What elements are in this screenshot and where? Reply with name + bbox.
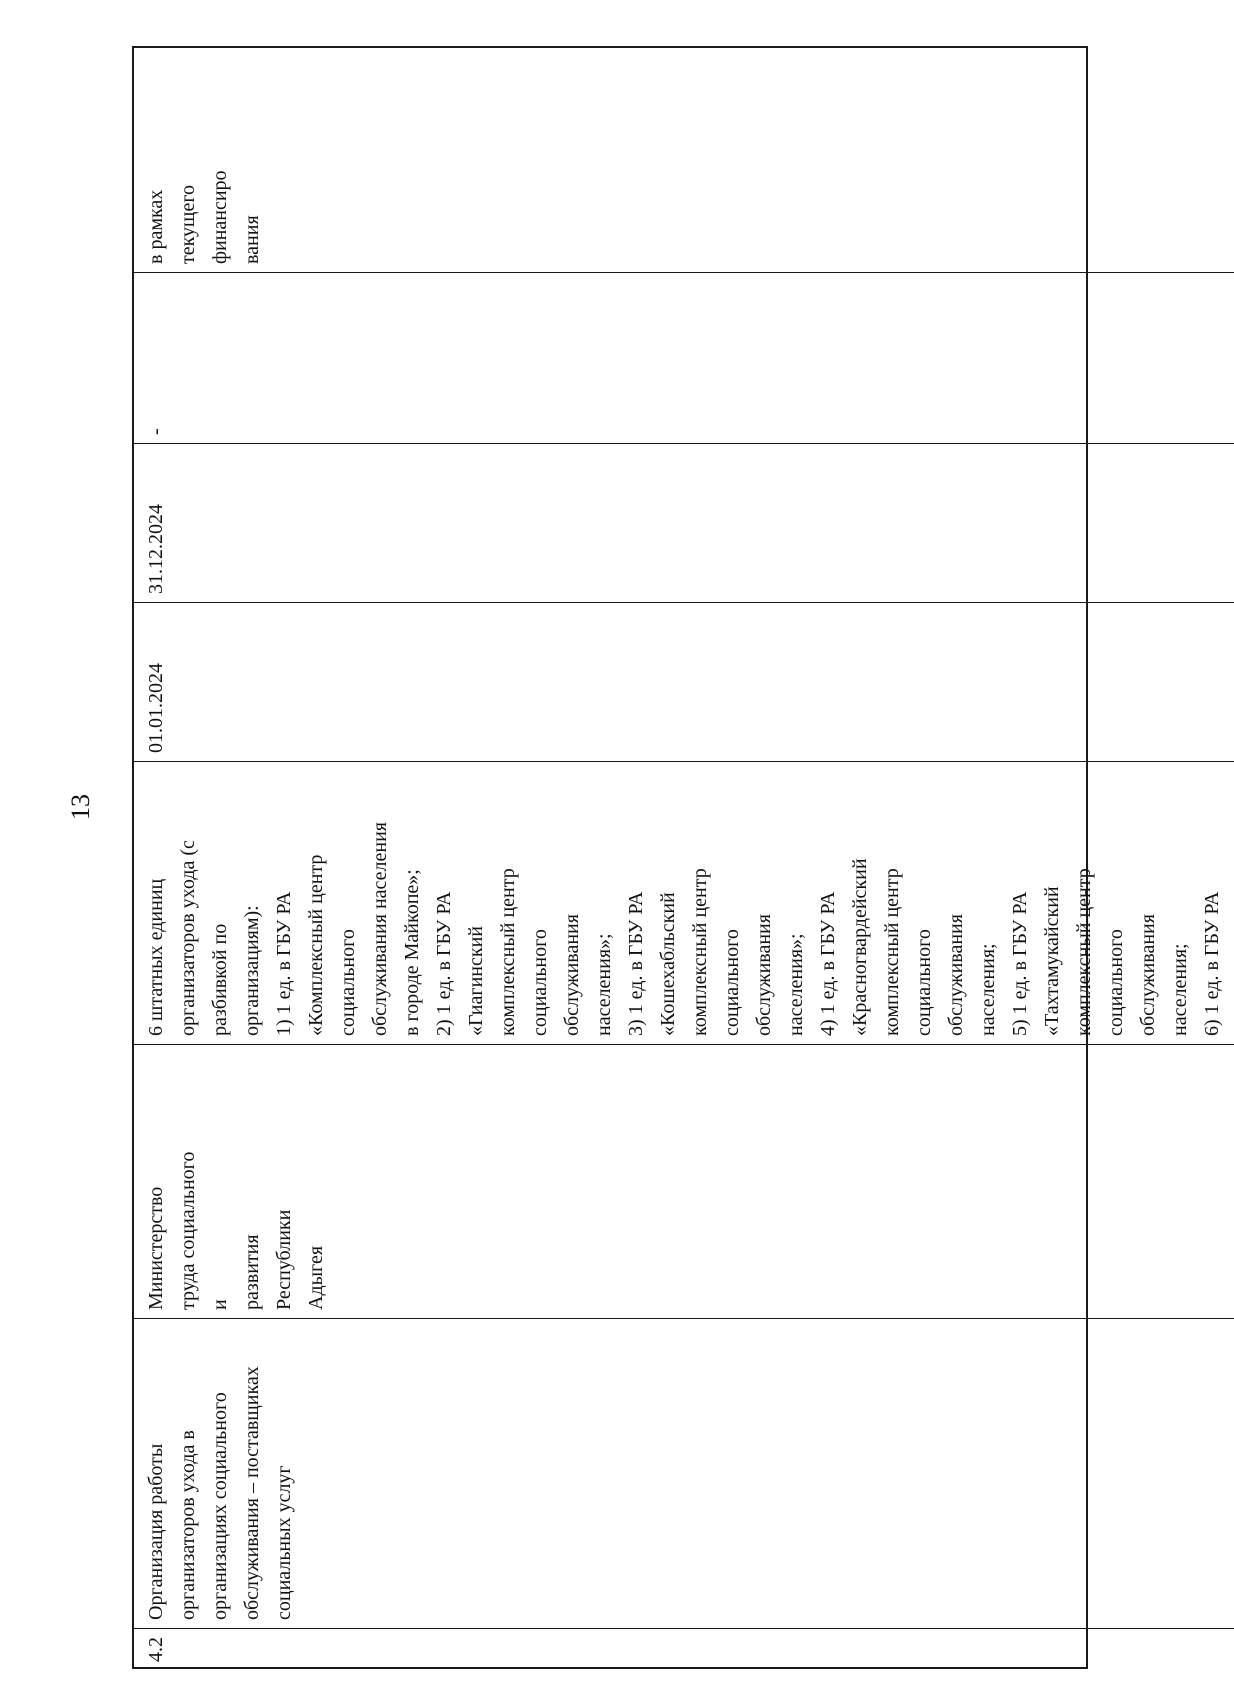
end-date-cell: 31.12.2024 xyxy=(134,444,1234,603)
page-number: 13 xyxy=(66,794,95,820)
row-index-cell: 4.2 xyxy=(145,1637,167,1662)
funding-cell: в рамках текущего финансиро вания xyxy=(134,44,1234,273)
plan-table xyxy=(132,46,1223,1669)
amount-cell: - xyxy=(134,273,1234,444)
measure-cell: Организация работы организаторов ухода в организациях социального обслуживания – поставщиках социальных услуг xyxy=(134,1319,1234,1629)
result-cell: 6 штатных единиц организаторов ухода (с разбивкой по организациям): 1) 1 ед. в ГБУ РА «Комплексный центр социального обслуживания населения в городе Майкопе»; 2) 1 ед. в ГБУ РА «Гиагинский комплексный центр социального обслуживания населения»; 3) 1 ед. в ГБУ РА «Кошехабльский комплексный центр социального обслуживания населения»; 4) 1 ед. в ГБУ РА «Красногвардейский комплексный центр социального обслуживания населения; 5) 1 ед. в ГБУ РА «Тахтамукайский комплексный центр социального обслуживания населения; 6) 1 ед. в ГБУ РА xyxy=(134,762,1234,1045)
start-date-cell: 01.01.2024 xyxy=(134,603,1234,762)
executor-cell: Министерство труда социального и развития Республики Адыгея xyxy=(134,1045,1234,1319)
